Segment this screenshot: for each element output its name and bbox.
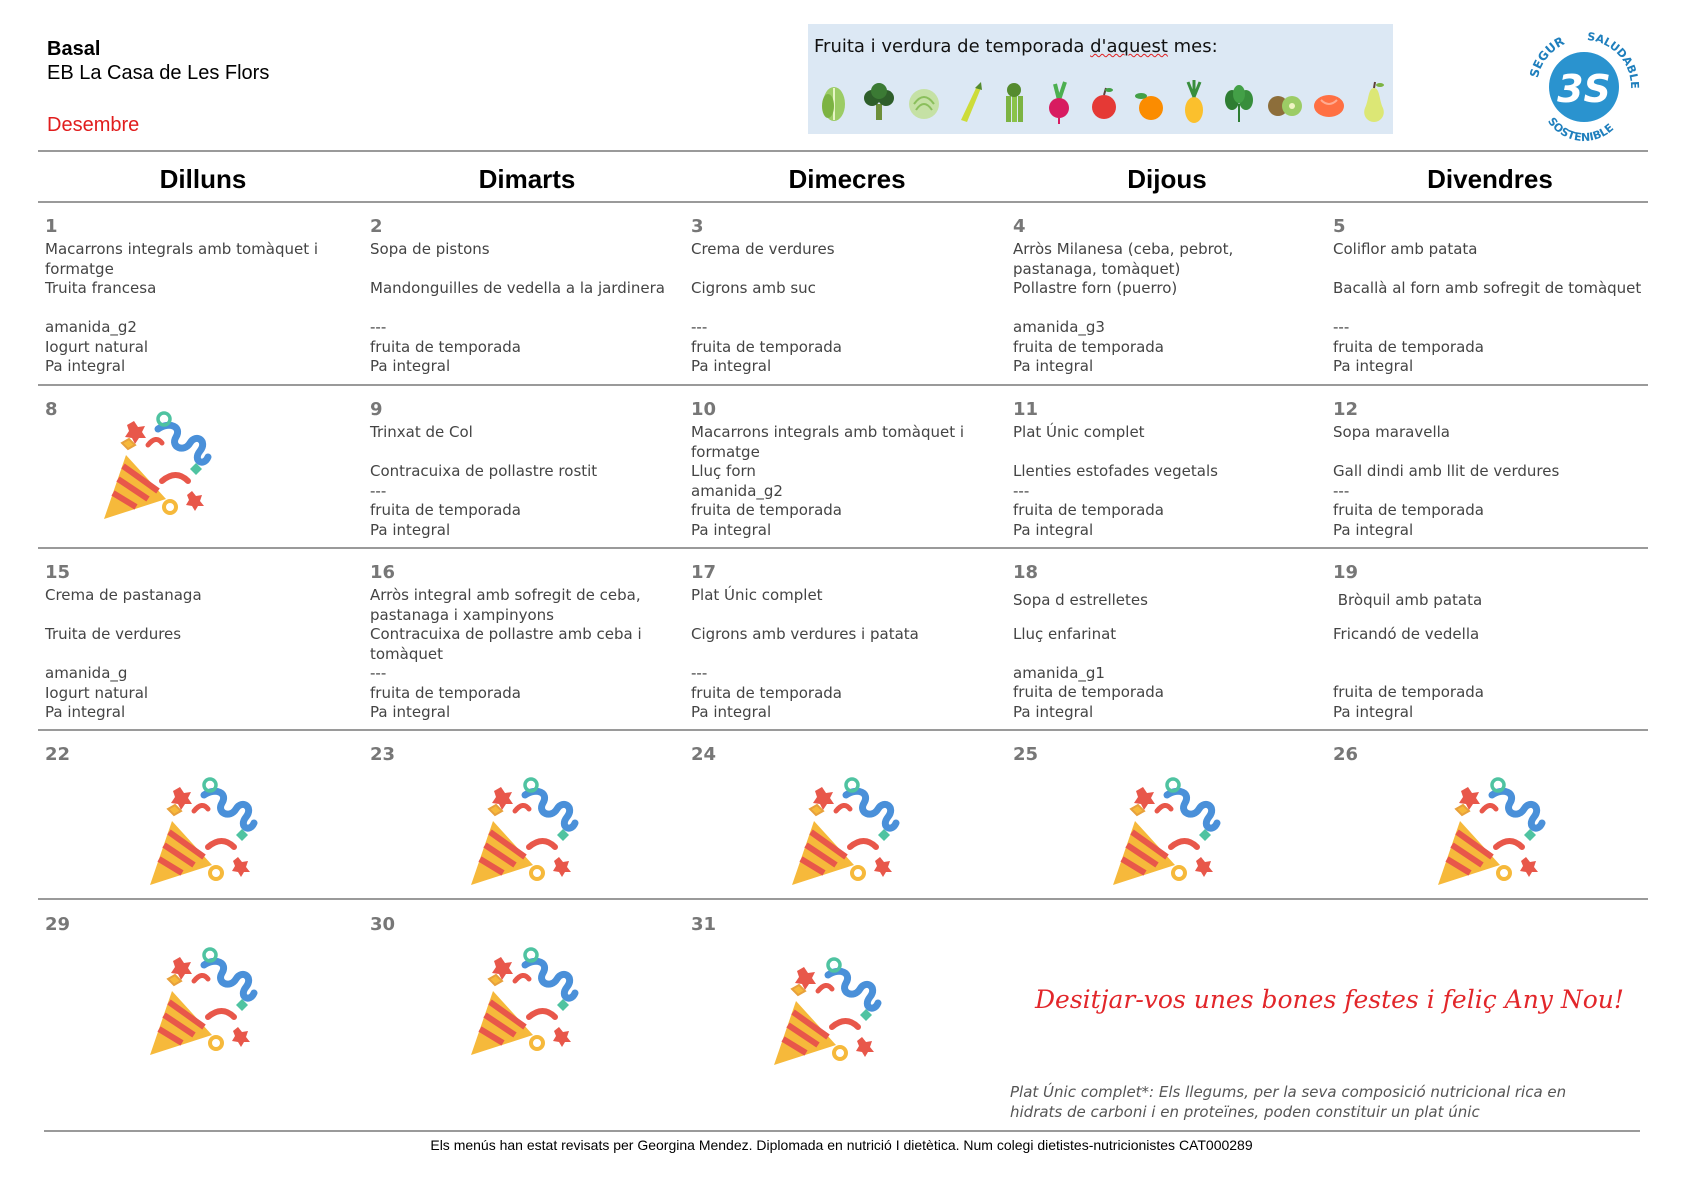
menu-first-course: Arròs integral amb sofregit de ceba, pastanaga i xampinyons bbox=[370, 586, 641, 624]
pear-icon bbox=[1356, 80, 1392, 124]
menu-dessert: fruita de temporada bbox=[691, 337, 842, 356]
menu-dessert: fruita de temporada bbox=[370, 337, 521, 356]
day-cell bbox=[45, 744, 345, 768]
menu-second-course: Truita francesa bbox=[45, 279, 157, 297]
party-popper-icon bbox=[96, 407, 216, 527]
day-number: 24 bbox=[691, 744, 717, 765]
month-title: Desembre bbox=[47, 114, 140, 136]
weekday-friday: Divendres bbox=[1427, 164, 1553, 194]
party-popper-icon bbox=[142, 773, 262, 893]
apple-icon bbox=[1086, 80, 1122, 124]
menu-dessert: Iogurt natural bbox=[45, 683, 149, 702]
menu-bread: Pa integral bbox=[1013, 702, 1094, 721]
day-cell bbox=[370, 399, 670, 540]
produce-icons bbox=[816, 80, 1392, 124]
day-number: 4 bbox=[1013, 216, 1026, 237]
day-cell bbox=[1333, 216, 1642, 377]
svg-text:SEGUR: SEGUR bbox=[1527, 34, 1567, 80]
menu-second-course: Cigrons amb suc bbox=[691, 279, 816, 297]
cabbage-icon bbox=[906, 80, 942, 124]
menu-side: --- bbox=[691, 318, 708, 336]
kiwi-icon bbox=[1266, 80, 1302, 124]
menu-dessert: fruita de temporada bbox=[1013, 337, 1164, 356]
day-number: 9 bbox=[370, 399, 383, 420]
menu-second-course: Cigrons amb verdures i patata bbox=[691, 625, 919, 643]
menu-first-course: Arròs Milanesa (ceba, pebrot, pastanaga, tomàquet) bbox=[1013, 240, 1234, 278]
menu-side: amanida_g2 bbox=[691, 481, 783, 500]
menu-dessert: Iogurt natural bbox=[45, 337, 149, 356]
menu-dessert: fruita de temporada bbox=[370, 501, 521, 519]
day-cell bbox=[691, 216, 991, 377]
header-rule bbox=[38, 201, 1648, 203]
menu-first-course: Sopa de pistons bbox=[370, 240, 490, 258]
day-number: 3 bbox=[691, 216, 704, 237]
menu-second-course: Truita de verdures bbox=[45, 625, 182, 643]
spinach-icon bbox=[1221, 80, 1257, 124]
day-number: 30 bbox=[370, 914, 396, 935]
menu-bread: Pa integral bbox=[691, 703, 772, 721]
menu-bread: Pa integral bbox=[1013, 357, 1094, 375]
day-number: 25 bbox=[1013, 744, 1039, 765]
menu-first-course: Sopa d estrelletes bbox=[1013, 591, 1148, 609]
day-cell bbox=[1333, 744, 1633, 768]
pineapple-icon bbox=[1176, 80, 1212, 124]
week-2-rule bbox=[38, 547, 1648, 549]
day-cell bbox=[1013, 216, 1313, 377]
menu-dessert: fruita de temporada bbox=[1013, 683, 1164, 701]
day-cell bbox=[45, 562, 345, 723]
day-number: 23 bbox=[370, 744, 396, 765]
menu-bread: Pa integral bbox=[370, 703, 451, 721]
day-cell bbox=[1013, 562, 1313, 722]
day-cell bbox=[370, 914, 670, 938]
day-cell bbox=[45, 216, 345, 377]
plat-unic-note: Plat Únic complet*: Els llegums, per la seva composició nutricional rica en hidrats de carboni i en proteïnes, poden constituir un plat únic bbox=[1010, 1083, 1567, 1121]
menu-bread: Pa integral bbox=[45, 357, 126, 375]
mandarin-icon bbox=[1311, 80, 1347, 124]
broccoli-icon bbox=[861, 80, 897, 124]
menu-second-course: Mandonguilles de vedella a la jardinera bbox=[370, 279, 665, 297]
menu-first-course: Sopa maravella bbox=[1333, 423, 1450, 441]
menu-second-course: Lluç enfarinat bbox=[1013, 624, 1117, 643]
menu-second-course: Lluç forn bbox=[691, 462, 756, 480]
week-1-rule bbox=[38, 384, 1648, 386]
day-cell bbox=[1013, 744, 1313, 768]
menu-dessert: fruita de temporada bbox=[691, 501, 842, 519]
day-cell bbox=[1333, 562, 1633, 722]
day-cell bbox=[1013, 399, 1313, 540]
menu-bread: Pa integral bbox=[691, 520, 772, 539]
day-cell bbox=[370, 216, 670, 377]
menu-first-course: Coliflor amb patata bbox=[1333, 240, 1478, 258]
orange-icon bbox=[1131, 80, 1167, 124]
menu-bread: Pa integral bbox=[370, 520, 451, 539]
day-number: 8 bbox=[45, 399, 58, 420]
week-4-rule bbox=[38, 898, 1648, 900]
day-cell bbox=[370, 744, 670, 768]
menu-second-course: Bacallà al forn amb sofregit de tomàquet bbox=[1333, 279, 1642, 297]
weekday-monday: Dilluns bbox=[159, 164, 247, 194]
segur-saludable-sostenible-logo bbox=[1523, 26, 1645, 148]
menu-side: --- bbox=[370, 318, 387, 336]
weekday-tuesday: Dimarts bbox=[478, 164, 576, 194]
day-number: 17 bbox=[691, 562, 717, 583]
weekday-wednesday: Dimecres bbox=[788, 164, 906, 194]
menu-second-course: Contracuixa de pollastre rostit bbox=[370, 462, 598, 480]
menu-side: amanida_g bbox=[45, 664, 128, 682]
menu-bread: Pa integral bbox=[1013, 520, 1094, 539]
day-number: 26 bbox=[1333, 744, 1359, 765]
day-cell bbox=[691, 744, 991, 768]
menu-dessert: fruita de temporada bbox=[370, 683, 521, 702]
menu-side: --- bbox=[1333, 481, 1350, 500]
menu-side: --- bbox=[1333, 318, 1350, 336]
menu-bread: Pa integral bbox=[1333, 520, 1414, 539]
menu-first-course: Plat Únic complet bbox=[1013, 423, 1145, 441]
menu-dessert: fruita de temporada bbox=[1333, 501, 1484, 519]
menu-first-course: Macarrons integrals amb tomàquet i formatge bbox=[45, 240, 319, 278]
menu-bread: Pa integral bbox=[1333, 357, 1414, 375]
menu-side: amanida_g2 bbox=[45, 318, 137, 336]
day-number: 22 bbox=[45, 744, 71, 765]
day-number: 2 bbox=[370, 216, 383, 237]
menu-first-course: Trinxat de Col bbox=[370, 423, 473, 441]
top-rule bbox=[38, 150, 1648, 152]
day-number: 1 bbox=[45, 216, 58, 237]
svg-text:SALUDABLE: SALUDABLE bbox=[1586, 30, 1642, 89]
menu-bread: Pa integral bbox=[691, 357, 772, 375]
party-popper-icon bbox=[1430, 773, 1550, 893]
menu-type-label: Basal bbox=[47, 38, 101, 60]
footer-rule bbox=[44, 1130, 1640, 1132]
menu-second-course: Llenties estofades vegetals bbox=[1013, 462, 1218, 480]
menu-second-course: Fricandó de vedella bbox=[1333, 624, 1480, 643]
school-name: EB La Casa de Les Flors bbox=[47, 62, 270, 84]
menu-second-course: Contracuixa de pollastre amb ceba i tomàquet bbox=[370, 625, 642, 663]
menu-second-course: Pollastre forn (puerro) bbox=[1013, 279, 1178, 297]
svg-text:3S: 3S bbox=[1557, 67, 1611, 111]
day-cell bbox=[691, 562, 991, 723]
party-popper-icon bbox=[1105, 773, 1225, 893]
menu-second-course: Gall dindi amb llit de verdures bbox=[1333, 462, 1560, 480]
day-number: 10 bbox=[691, 399, 717, 420]
menu-bread: Pa integral bbox=[370, 357, 451, 375]
leek-icon bbox=[951, 80, 987, 124]
week-3-rule bbox=[38, 729, 1648, 731]
radish-icon bbox=[1041, 80, 1077, 124]
party-popper-icon bbox=[463, 773, 583, 893]
menu-side: --- bbox=[691, 664, 708, 682]
day-number: 11 bbox=[1013, 399, 1039, 420]
svg-text:SOSTENIBLE: SOSTENIBLE bbox=[1545, 115, 1617, 145]
day-number: 18 bbox=[1013, 562, 1039, 583]
seasonal-produce-banner bbox=[808, 24, 1393, 134]
day-cell bbox=[45, 914, 345, 938]
menu-first-course: Crema de verdures bbox=[691, 240, 835, 258]
menu-side: --- bbox=[370, 481, 387, 500]
day-cell bbox=[1333, 399, 1633, 540]
party-popper-icon bbox=[463, 943, 583, 1063]
menu-side: amanida_g3 bbox=[1013, 318, 1105, 336]
menu-dessert: fruita de temporada bbox=[1333, 683, 1484, 701]
menu-first-course: Crema de pastanaga bbox=[45, 586, 202, 604]
day-number: 5 bbox=[1333, 216, 1346, 237]
menu-bread: Pa integral bbox=[45, 703, 126, 721]
menu-bread: Pa integral bbox=[1333, 702, 1414, 721]
day-number: 19 bbox=[1333, 562, 1359, 583]
day-number: 12 bbox=[1333, 399, 1359, 420]
party-popper-icon bbox=[142, 943, 262, 1063]
menu-side: amanida_g1 bbox=[1013, 663, 1105, 682]
menu-dessert: fruita de temporada bbox=[691, 683, 842, 702]
menu-dessert: fruita de temporada bbox=[1013, 501, 1164, 519]
party-popper-icon bbox=[784, 773, 904, 893]
day-number: 29 bbox=[45, 914, 71, 935]
party-popper-icon bbox=[766, 953, 886, 1073]
menu-first-course: Plat Únic complet bbox=[691, 586, 823, 604]
nutritionist-footer: Els menús han estat revisats per Georgina Mendez. Diplomada en nutrició I dietètica. Num colegi dietistes-nutricionistes CAT000289 bbox=[430, 1137, 1253, 1153]
day-cell bbox=[370, 562, 670, 723]
day-number: 15 bbox=[45, 562, 71, 583]
day-cell bbox=[691, 914, 991, 938]
menu-first-course: Bròquil amb patata bbox=[1333, 591, 1483, 609]
holiday-greeting: Desitjar-vos unes bones festes i feliç Any Nou! bbox=[1035, 985, 1624, 1014]
day-number: 31 bbox=[691, 914, 717, 935]
seasonal-produce-title: Fruita i verdura de temporada d'aquest mes: bbox=[814, 36, 1218, 57]
weekday-thursday: Dijous bbox=[1127, 164, 1207, 194]
day-cell bbox=[691, 399, 991, 540]
lettuce-icon bbox=[816, 80, 852, 124]
menu-side: --- bbox=[1013, 481, 1030, 500]
day-number: 16 bbox=[370, 562, 396, 583]
celery-icon bbox=[996, 80, 1032, 124]
menu-dessert: fruita de temporada bbox=[1333, 337, 1484, 356]
menu-first-course: Macarrons integrals amb tomàquet i formatge bbox=[691, 423, 965, 461]
menu-side: --- bbox=[370, 664, 387, 682]
